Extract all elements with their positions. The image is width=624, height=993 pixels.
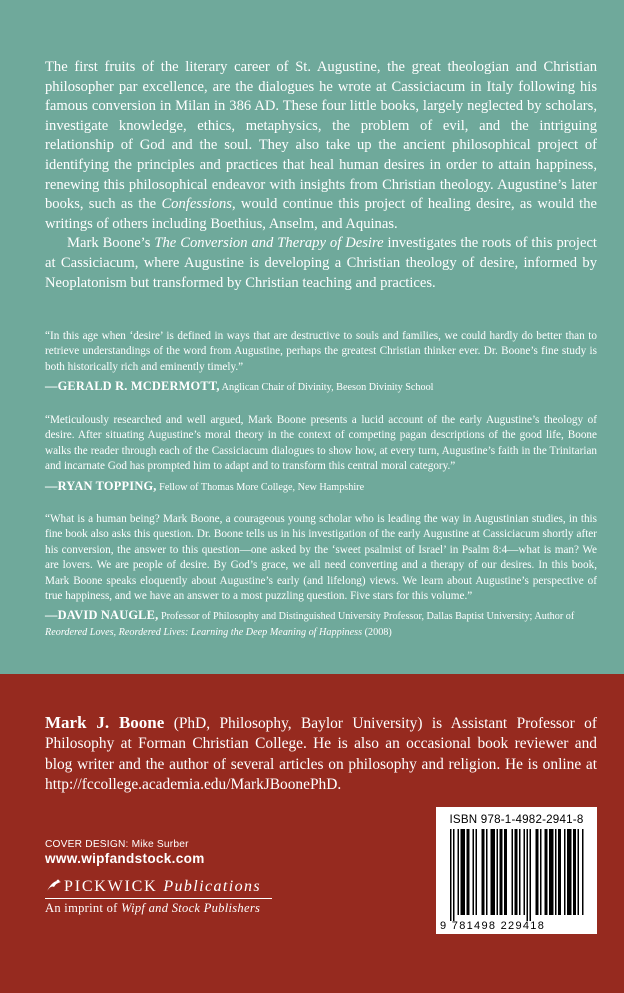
barcode-bar	[486, 829, 488, 915]
barcode-bar	[491, 829, 496, 915]
publisher-divider	[45, 898, 272, 899]
reviewer-name: —DAVID NAUGLE,	[45, 608, 159, 623]
barcode-bar	[564, 829, 566, 915]
credits	[45, 839, 205, 866]
review-3	[45, 512, 597, 641]
barcode-bar	[567, 829, 572, 915]
barcode-bars	[444, 829, 591, 921]
publisher-imprint	[45, 876, 272, 916]
publisher-website: www.wipfandstock.com	[45, 851, 205, 866]
barcode-bar	[524, 829, 526, 915]
description-paragraph-2: Mark Boone’s The Conversion and Therapy of Desire investigates the roots of this project at Cassiciacum, where Augustine is developing a Christian theology of desire, informed by Neoplatonism but transformed by Christian teaching and practices.	[45, 235, 597, 291]
reviewer-title: Anglican Chair of Divinity, Beeson Divinity School	[221, 382, 434, 394]
publisher-name: PICKWICK Publications	[64, 878, 262, 895]
review-1	[45, 329, 597, 396]
author-name: Mark J. Boone	[45, 713, 165, 732]
isbn-barcode	[436, 807, 597, 934]
barcode-digits: 9 781498 229418	[440, 920, 546, 932]
barcode-bar	[527, 829, 529, 921]
barcode-bar	[578, 829, 580, 915]
barcode-bar	[573, 829, 576, 915]
barcode-bar	[504, 829, 507, 915]
reviewer-name: —GERALD R. MCDERMOTT,	[45, 379, 220, 394]
pickwick-logo-icon	[45, 876, 63, 894]
review-quote: “In this age when ‘desire’ is defined in ways that are destructive to souls and families, we could hardly do better than to retrieve understandings of the word from Augustine, perhaps the greatest Christian thinker ever. Dr. Boone’s fine study is both historically rich and eminently timely.”	[45, 330, 597, 373]
barcode-bar	[519, 829, 521, 915]
barcode-bar	[473, 829, 475, 915]
barcode-bar	[476, 829, 478, 915]
review-attribution	[45, 608, 597, 640]
description-paragraph-1: The first fruits of the literary career of St. Augustine, the great theologian and Christian philosopher par excellence, are the dialogues he wrote at Cassiciacum in Italy following his famous conversion in Milan in 386 AD. These four little books, largely neglected by scholars, investigate knowledge, ethics, metaphysics, the problem of evil, and the intriguing relationship of God and the soul. They also take up the ancient philosophical project of identifying the principles and practices that heal human desires in order to attain happiness, renewing this philosophical endeavor with insights from Christian theology. Augustine’s later books, such as the Confessions, would continue this project of healing desire, as would the writings of others including Boethius, Anselm, and Aquinas.	[45, 59, 597, 232]
barcode-bar	[500, 829, 503, 915]
barcode-bar	[461, 829, 466, 915]
review-attribution	[45, 379, 597, 396]
barcode-bar	[540, 829, 542, 915]
barcode-bar	[482, 829, 485, 915]
review-quote: “Meticulously researched and well argued, Mark Boone presents a lucid account of the early Augustine’s theology of desire. After situating Augustine’s moral theory in the context of competing pagan descriptions of the good life, Boone walks the reader through each of the Cassiciacum dialogues to show how, at every turn, Augustine’s faith in the Trinitarian and incarnate God has prompted him to adapt and to transform this central moral category.”	[45, 414, 597, 473]
reviewer-title: Professor of Philosophy and Distinguished University Professor, Dallas Baptist University; Author of Reordered Loves, Reordered Lives: Learning the Deep Meaning of Happiness (2008)	[45, 611, 575, 639]
barcode-bar	[458, 829, 460, 915]
review-attribution	[45, 479, 597, 496]
isbn-label: ISBN 978-1-4982-2941-8	[449, 813, 584, 826]
review-2	[45, 413, 597, 495]
barcode-bar	[530, 829, 532, 921]
imprint-line: An imprint of Wipf and Stock Publishers	[45, 901, 261, 915]
barcode-bar	[549, 829, 554, 915]
barcode-bar	[450, 829, 452, 921]
barcode-bar	[558, 829, 561, 915]
barcode-bar	[512, 829, 514, 915]
barcode-bar	[555, 829, 557, 915]
barcode-bar	[497, 829, 499, 915]
barcode-bar	[582, 829, 584, 915]
cover-design-credit: COVER DESIGN: Mike Surber	[45, 839, 189, 850]
reviewer-title: Fellow of Thomas More College, New Hampshire	[159, 481, 365, 493]
barcode-bar	[467, 829, 470, 915]
review-quote: “What is a human being? Mark Boone, a courageous young scholar who is leading the way in Augustinian studies, in this fine book also asks this question. Dr. Boone tells us in his investigation of the early Augustine at Cassiciacum shortly after his conversion, the answer to this question—one asked by the ‘sweet psalmist of Israel’ in Psalm 8:4—what is man? We are lovers. We are people of desire. By God’s grace, we all need converting and a therapy of our desires. In this book, Mark Boone speaks eloquently about Augustine’s early (and lifelong) views. We learn about Augustine’s perspective of true happiness, and we have an answer to a most puzzling question. Five stars for this volume.”	[45, 513, 597, 603]
description-blurb	[45, 58, 597, 293]
reviewer-name: —RYAN TOPPING,	[45, 478, 157, 493]
barcode-bar	[453, 829, 455, 921]
author-bio: Mark J. Boone (PhD, Philosophy, Baylor University) is Assistant Professor of Philosophy at Forman Christian College. He is also an occasional book reviewer and blog writer and the author of several articles on philosophy and religion. He is online at http://fccollege.academia.edu/MarkJBoonePhD.	[45, 713, 597, 793]
barcode-bar	[515, 829, 518, 915]
barcode-bar	[536, 829, 539, 915]
barcode-bar	[545, 829, 548, 915]
